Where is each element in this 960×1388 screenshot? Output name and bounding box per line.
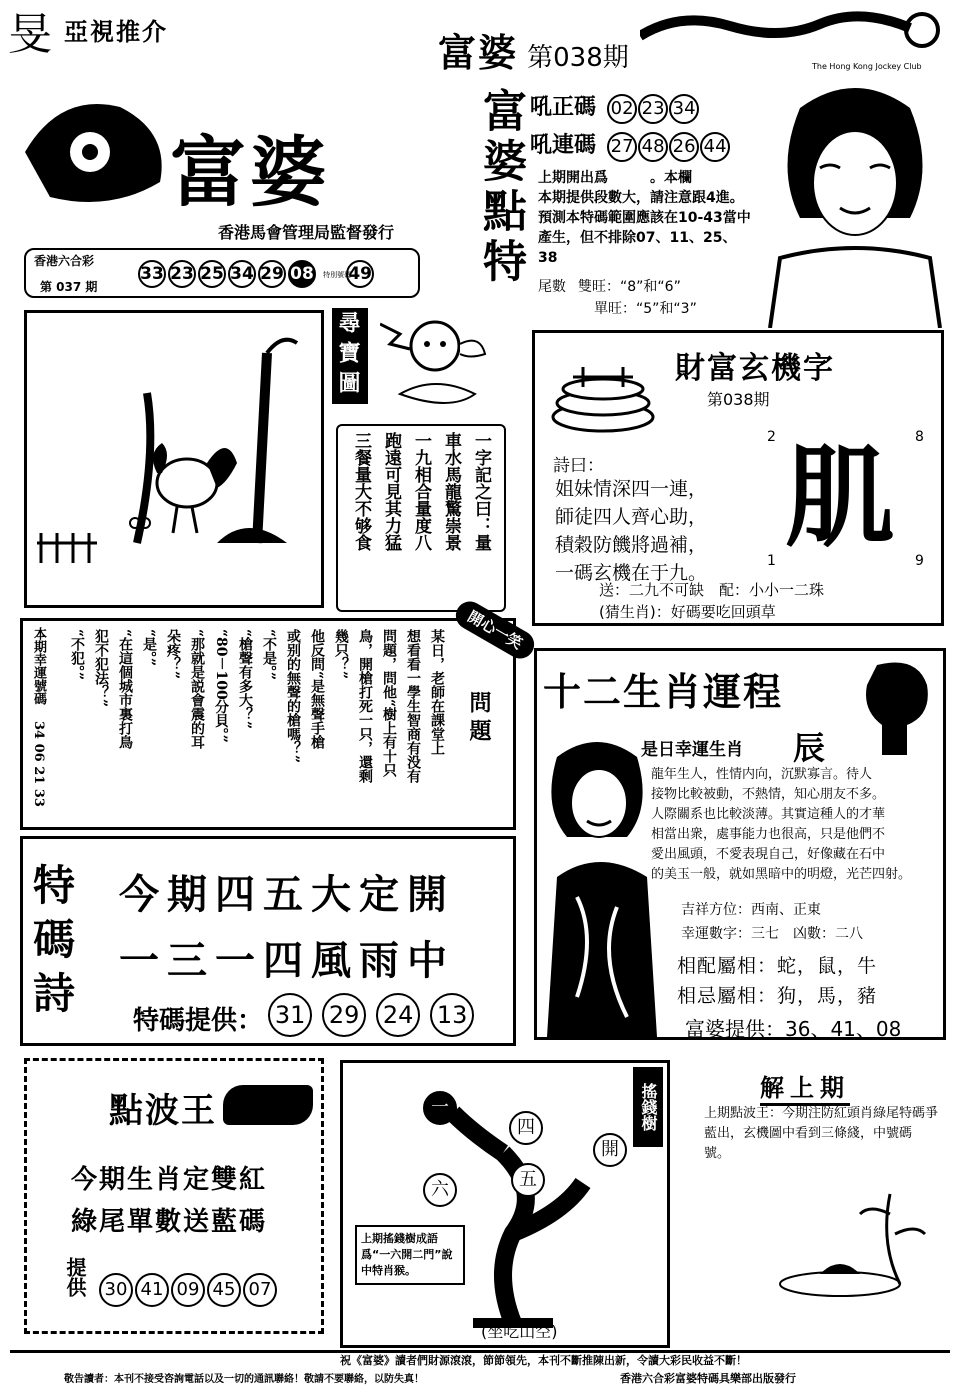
joke-col: “不是。”	[261, 629, 277, 681]
result-ball: 08	[288, 260, 316, 288]
zodiac-desc-line: 接物比較被動，不熱情，知心朋友不多。	[651, 787, 886, 802]
tips-line: 上期開出爲 。本欄	[538, 170, 692, 186]
result-ball: 33	[138, 260, 166, 288]
joke-col: “槍聲有多大？”	[237, 629, 253, 730]
tail-single: 單旺：“5”和“3”	[594, 301, 697, 317]
mystic-title: 財富玄機字	[675, 351, 835, 386]
result-ball: 29	[258, 260, 286, 288]
zodiac-lucky-label: 是日幸運生肖	[641, 740, 743, 760]
zodiac-lucky-sign: 辰	[793, 729, 826, 767]
woman-portrait	[537, 737, 667, 1037]
result-ball: 34	[228, 260, 256, 288]
zodiac-avoid: 相忌屬相：狗，馬，豬	[677, 985, 878, 1007]
jockey-graphic	[640, 6, 950, 54]
joke-col: 朵疼？”	[165, 629, 181, 680]
zodiac-desc-line: 人際關系也比較淡薄。其實這種人的才華	[651, 807, 886, 822]
joke-badge: 開心一笑	[451, 596, 539, 663]
coins-icon	[543, 347, 673, 457]
corner-tl: 2	[767, 429, 776, 445]
joke-col: 或别的無聲的槍嗎？”	[285, 629, 301, 764]
zodiac-desc-line: 龍年生人，性情内向，沉默寡言。待人	[651, 767, 873, 782]
joke-col: 他反問“是無聲手槍	[309, 629, 325, 750]
zodiac-desc-line: 的美玉一般，就如黑暗中的明燈，光芒四射。	[651, 867, 912, 882]
zheng-ball: 02	[607, 94, 637, 124]
tail-info	[538, 276, 778, 320]
zodiac-desc-line: 愛出風頭，不愛表現自己，好像藏在石中	[651, 847, 886, 862]
joke-col: “80－100分貝。”	[213, 629, 229, 743]
jockey-text: The Hong Kong Jockey Club	[812, 62, 922, 71]
tips-vertical-title: 富婆點特	[475, 88, 526, 288]
zodiac-numbers: 幸運數字：三七 凶數：二八	[681, 926, 863, 942]
tree-ball: 六	[423, 1173, 457, 1207]
wave-ball: 09	[171, 1273, 205, 1307]
lucky-nums: 34 06 21 33	[31, 721, 46, 807]
lian-label: 吼連碼	[530, 133, 597, 158]
rooster-tree-graphic	[27, 313, 321, 605]
wave-line2: 綠尾單數送藍碼	[71, 1207, 268, 1237]
poem-ball: 13	[430, 993, 474, 1037]
tree-bottom: (坐吃山空)	[481, 1322, 558, 1341]
treasure-picture	[24, 310, 324, 608]
zodiac-desc-line: 相當出衆，處事能力也很高，只是他們不	[651, 827, 886, 842]
poem-ball: 31	[268, 993, 312, 1037]
last-result-numbers	[138, 260, 376, 288]
zheng-ball: 34	[669, 94, 699, 124]
poem-ball: 24	[376, 993, 420, 1037]
joke-col: 鳥，開槍打死一只，還剩	[357, 629, 373, 783]
tree-ball: 五	[511, 1163, 545, 1197]
joke-col: “那就是説會震的耳	[189, 629, 205, 750]
footer-top: 祝《富婆》讀者們財源滾滾，節節領先，本刊不斷推陳出新，令讀大彩民收益不斷！	[340, 1354, 747, 1367]
zheng-label: 吼正碼	[530, 95, 597, 120]
zheng-ball: 23	[638, 94, 668, 124]
joke-col: “在這個城市裏打鳥	[117, 629, 133, 750]
wave-decoration	[223, 1085, 313, 1125]
mystic-poem-label: 詩曰：	[553, 456, 604, 476]
issue-heading	[438, 22, 629, 75]
mystic-poem-line: 一碼玄機在于九。	[555, 562, 708, 584]
treasure-scroll	[336, 424, 506, 612]
tips-line: 產生，但不排除07、11、25、	[538, 230, 737, 246]
wave-ball: 07	[243, 1273, 277, 1307]
tail-double: 雙旺：“8”和“6”	[578, 279, 681, 295]
result-ball: 25	[198, 260, 226, 288]
mystic-issue: 第038期	[707, 390, 770, 409]
result-ball: 23	[168, 260, 196, 288]
poem-line2: 一三一四風雨中	[119, 937, 455, 984]
last-result-label-bottom: 第 037 期	[40, 280, 98, 294]
mystic-poem-line: 師徒四人齊心助，	[555, 506, 708, 528]
tail-label: 尾數	[538, 279, 566, 295]
brand-tl-text: 亞視推介	[64, 18, 168, 46]
poem-col: 一九相合量度八	[411, 432, 431, 551]
footer-left: 敬告讀者：本刊不接受咨詢電話以及一切的通訊聯絡！敬請不要聯絡，以防失真！	[64, 1374, 424, 1385]
jockey-banner	[640, 6, 950, 71]
joke-col: 某日，老師在課堂上	[429, 629, 445, 755]
brand-tl	[8, 4, 198, 60]
zodiac-direction: 吉祥方位：西南、正東	[681, 902, 821, 918]
lian-ball: 26	[669, 132, 699, 162]
mystic-poem-line: 積穀防饑將過補，	[555, 534, 708, 556]
issue-title: 富婆	[438, 31, 519, 75]
tree-ball: 一	[423, 1091, 457, 1125]
wave-ball: 45	[207, 1273, 241, 1307]
wave-panel	[24, 1058, 324, 1334]
logo-area	[20, 86, 440, 246]
wave-title: 點波王	[109, 1091, 217, 1131]
joke-col: “不犯。”	[69, 629, 85, 681]
joke-col: 問題，問他“樹上有十只	[381, 629, 397, 778]
duck-pond-graphic	[770, 1184, 940, 1314]
big-char: 肌	[785, 433, 895, 562]
zodiac-desc	[651, 765, 945, 885]
review-panel	[700, 1068, 950, 1328]
tree-panel	[340, 1060, 670, 1348]
poem-provide-label: 特碼提供：	[133, 1006, 264, 1036]
zodiac-panel	[534, 648, 946, 1040]
tree-label: 搖錢樹	[633, 1067, 663, 1147]
poem-col: 車水馬龍驚崇景	[441, 432, 461, 551]
poem-col: 三餐量大不够食	[351, 432, 371, 551]
poem-col: 跑遠可見其力猛	[381, 432, 401, 551]
zodiac-match: 相配屬相：蛇，鼠，牛	[677, 955, 878, 977]
wave-ball: 30	[99, 1273, 133, 1307]
brand-scribble: 旻	[8, 9, 52, 60]
poem-col: 一字記之曰：量	[471, 432, 491, 551]
lian-ball: 48	[638, 132, 668, 162]
treasure-title: 尋寶圖	[332, 308, 368, 404]
last-result	[24, 248, 420, 298]
joke-text	[65, 629, 449, 825]
lucky-label: 本期幸運號碼	[31, 627, 46, 705]
tree-note: 上期搖錢樹成語爲“一六開二門”說中特肖猴。	[355, 1225, 465, 1285]
joke-col: 幾只？”	[333, 629, 349, 680]
special-label: 特別號碼	[323, 270, 352, 279]
tree-ball: 開	[593, 1133, 627, 1167]
tips-text	[538, 168, 798, 268]
joke-col: 犯不犯法？”	[93, 629, 109, 708]
lian-ball: 44	[700, 132, 730, 162]
tips-line: 本期提供段數大，請注意跟4進。	[538, 190, 744, 206]
joke-col: 想看看一學生智商有没有	[405, 629, 421, 783]
zodiac-provide: 富婆提供：36、41、08	[685, 1017, 902, 1041]
mystic-panel	[532, 330, 944, 626]
wave-provide-label: 提供	[63, 1257, 87, 1297]
last-result-label-top: 香港六合彩	[34, 254, 95, 268]
lian-row	[530, 128, 780, 162]
wave-ball: 41	[135, 1273, 169, 1307]
tips-line: 38	[538, 250, 558, 266]
wave-line1: 今期生肖定雙紅	[71, 1165, 268, 1195]
corner-br: 9	[915, 553, 924, 569]
special-ball: 49	[346, 260, 374, 288]
treasure-poem	[346, 432, 496, 608]
corner-tr: 8	[915, 429, 924, 445]
wave-balls	[99, 1273, 279, 1307]
footer-right: 香港六合彩富婆特碼具樂部出版發行	[620, 1372, 796, 1385]
tips-line: 預測本特碼範圍應該在10-43當中	[538, 210, 751, 226]
review-text: 上期點波王：今期注防紅頭肖綠尾特碼爭藍出，玄機圖中看到三條綫，中號碼 號。	[704, 1106, 939, 1161]
zheng-row	[530, 90, 780, 124]
logo-big: 富婆	[170, 128, 330, 217]
poem-ball: 29	[322, 993, 366, 1037]
portrait-graphic	[760, 78, 950, 328]
corner-bl: 1	[767, 553, 776, 569]
lian-ball: 27	[607, 132, 637, 162]
portrait-girl	[760, 78, 950, 328]
cupid-icon	[380, 304, 490, 414]
issue-no: 第038期	[527, 43, 629, 73]
tips-panel	[530, 90, 780, 162]
publisher: 香港馬會管理局監督發行	[218, 223, 395, 242]
joke-title: 問題	[466, 691, 492, 747]
logo-graphic	[20, 92, 180, 212]
mystic-guess: (猜生肖)：好碼要吃回頭草	[599, 603, 776, 621]
zodiac-title: 十二生肖運程	[543, 670, 784, 714]
joke-panel	[20, 618, 516, 830]
special-poem-panel	[20, 836, 516, 1046]
review-title: 解上期	[760, 1068, 850, 1106]
mystic-poem	[555, 475, 707, 587]
mystic-poem-line: 姐妹情深四一連，	[555, 478, 708, 500]
poem-provide	[133, 993, 484, 1037]
poem-line1: 今期四五大定開	[119, 871, 455, 918]
joke-col: “是。”	[141, 629, 157, 667]
fist-icon	[857, 655, 937, 755]
mystic-gift: 送：二九不可缺 配：小小一二珠	[599, 581, 825, 599]
poem-label: 特碼詩	[32, 861, 75, 1018]
tree-ball: 四	[509, 1111, 543, 1145]
